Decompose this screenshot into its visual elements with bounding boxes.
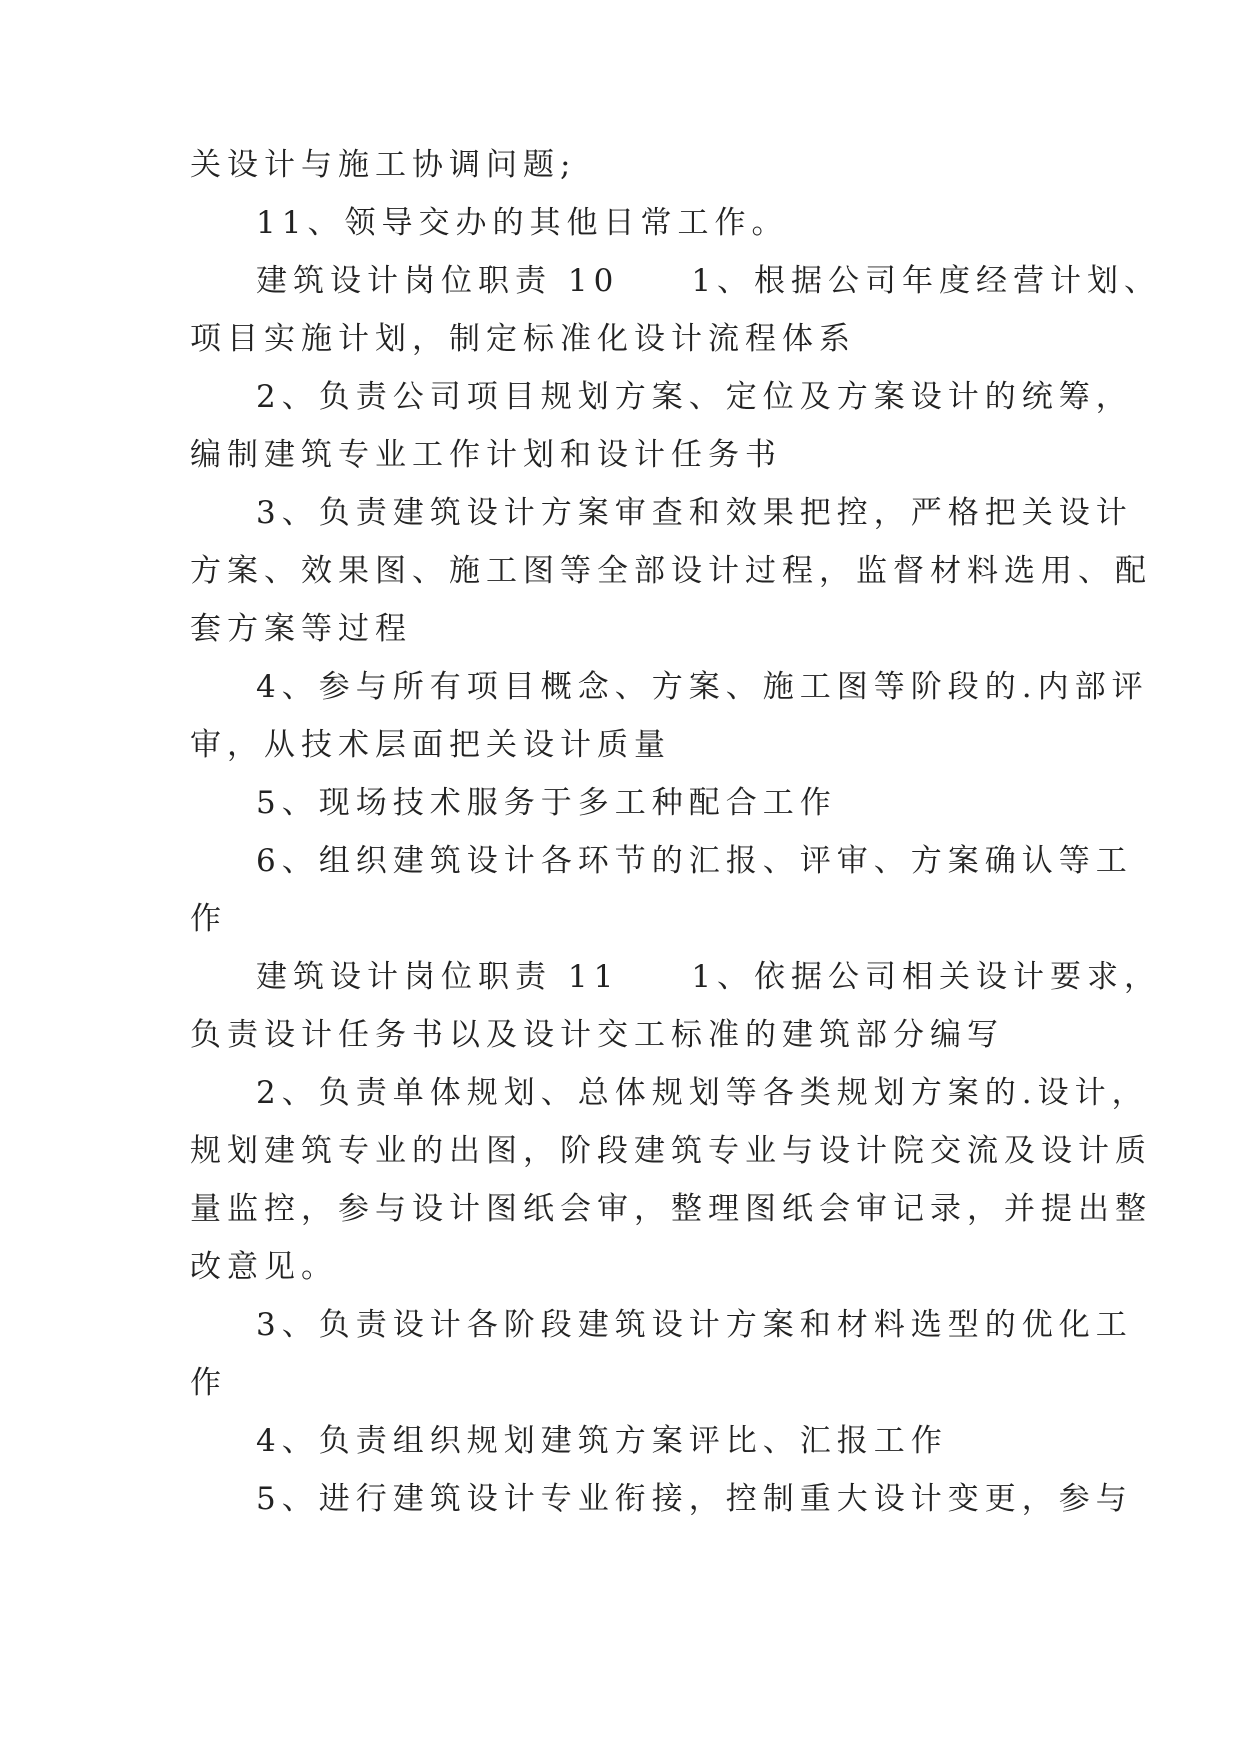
section-heading: 建筑设计岗位职责 11 (256, 959, 620, 995)
text-line: 关设计与施工协调问题; (190, 147, 577, 183)
text-line: 5、进行建筑设计专业衔接，控制重大设计变更，参与 (256, 1481, 1133, 1517)
text-fragment: 1、根据公司年度经营计划、 (691, 263, 1162, 299)
text-line: 负责设计任务书以及设计交工标准的建筑部分编写 (190, 1017, 1004, 1053)
text-line: 4、参与所有项目概念、方案、施工图等阶段的.内部评 (256, 669, 1149, 705)
text-line: 编制建筑专业工作计划和设计任务书 (190, 437, 782, 473)
text-line: 3、负责设计各阶段建筑设计方案和材料选型的优化工 (256, 1307, 1133, 1343)
text-line: 3、负责建筑设计方案审查和效果把控，严格把关设计 (256, 495, 1133, 531)
section-heading-line (256, 252, 1161, 310)
text-line: 6、组织建筑设计各环节的汇报、评审、方案确认等工 (256, 843, 1133, 879)
section-heading: 建筑设计岗位职责 10 (256, 263, 620, 299)
text-fragment: 1、依据公司相关设计要求， (691, 959, 1162, 995)
text-line: 作 (190, 1365, 227, 1401)
text-line: 2、负责单体规划、总体规划等各类规划方案的.设计， (256, 1075, 1149, 1111)
text-line: 11、领导交办的其他日常工作。 (256, 205, 789, 241)
text-line: 项目实施计划，制定标准化设计流程体系 (190, 321, 856, 357)
text-line: 套方案等过程 (190, 611, 412, 647)
section-heading-line (256, 948, 1161, 1006)
text-line: 规划建筑专业的出图，阶段建筑专业与设计院交流及设计质 (190, 1133, 1152, 1169)
text-line: 作 (190, 901, 227, 937)
text-line: 5、现场技术服务于多工种配合工作 (256, 785, 837, 821)
text-line: 审，从技术层面把关设计质量 (190, 727, 671, 763)
text-line: 4、负责组织规划建筑方案评比、汇报工作 (256, 1423, 948, 1459)
text-line: 2、负责公司项目规划方案、定位及方案设计的统筹， (256, 379, 1133, 415)
text-line: 量监控，参与设计图纸会审，整理图纸会审记录，并提出整 (190, 1191, 1152, 1227)
text-line: 改意见。 (190, 1249, 338, 1285)
text-line: 方案、效果图、施工图等全部设计过程，监督材料选用、配 (190, 553, 1152, 589)
